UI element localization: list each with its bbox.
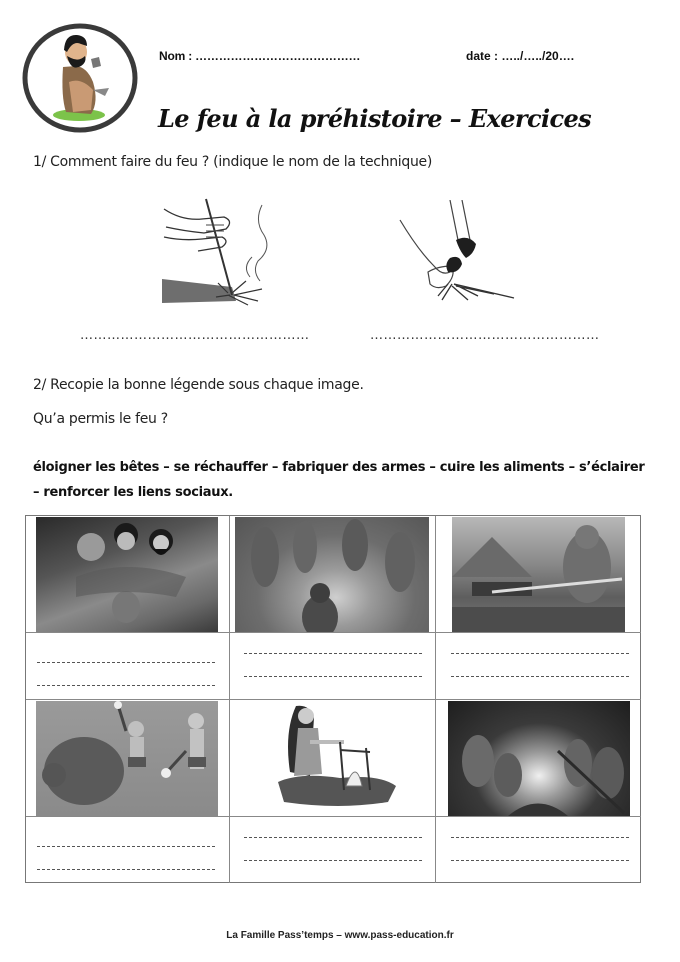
page-title: Le feu à la préhistoire – Exercices	[158, 104, 592, 133]
caption-line	[244, 837, 422, 838]
hardening-spear-in-fire-scene	[452, 517, 625, 632]
friction-drill-fire-illustration	[162, 197, 290, 309]
caption-grid	[25, 515, 641, 883]
flint-striking-fire-illustration	[398, 200, 520, 304]
caption-line	[244, 676, 422, 677]
caveman-logo	[21, 22, 139, 134]
caption-line	[37, 869, 215, 870]
caption-line	[37, 685, 215, 686]
caption-line	[37, 846, 215, 847]
footer-credit: La Famille Pass’temps – www.pass-education.fr	[226, 930, 454, 941]
caption-line	[451, 676, 629, 677]
caption-cell[interactable]	[230, 633, 436, 700]
name-field[interactable]: Nom : ……………………………………	[159, 49, 361, 63]
grid-image-cell	[230, 516, 436, 633]
caption-line	[451, 653, 629, 654]
caption-line	[244, 860, 422, 861]
grid-image-cell	[26, 700, 230, 817]
caption-cell[interactable]	[26, 633, 230, 700]
caption-line	[37, 662, 215, 663]
night-fire-in-cave	[448, 701, 630, 816]
date-field[interactable]: date : …../…../20….	[466, 49, 575, 63]
exercise-1-question: 1/ Comment faire du feu ? (indique le nom de la technique)	[33, 154, 433, 170]
family-around-fire-cartoon	[36, 517, 218, 632]
grid-image-cell	[230, 700, 436, 817]
grid-image-cell	[436, 516, 641, 633]
legend-options: éloigner les bêtes – se réchauffer – fabriquer des armes – cuire les aliments – s’éclairer – renforcer les liens sociaux.	[33, 460, 645, 500]
grid-image-cell	[26, 516, 230, 633]
group-sitting-around-fire	[235, 517, 429, 632]
caption-cell[interactable]	[26, 817, 230, 883]
grid-image-cell	[436, 700, 641, 817]
caption-line	[244, 653, 422, 654]
technique-2-answer-field[interactable]: ……………………………………………	[370, 328, 600, 343]
caption-line	[451, 837, 629, 838]
technique-1-answer-field[interactable]: ……………………………………………	[80, 328, 310, 343]
torches-scaring-bear	[36, 701, 218, 816]
exercise-2-question: Qu’a permis le feu ?	[33, 411, 168, 427]
caption-cell[interactable]	[436, 817, 641, 883]
caption-line	[451, 860, 629, 861]
woman-cooking-over-fire	[270, 702, 402, 812]
caption-cell[interactable]	[230, 817, 436, 883]
caption-cell[interactable]	[436, 633, 641, 700]
exercise-2-instruction: 2/ Recopie la bonne légende sous chaque image.	[33, 377, 364, 393]
